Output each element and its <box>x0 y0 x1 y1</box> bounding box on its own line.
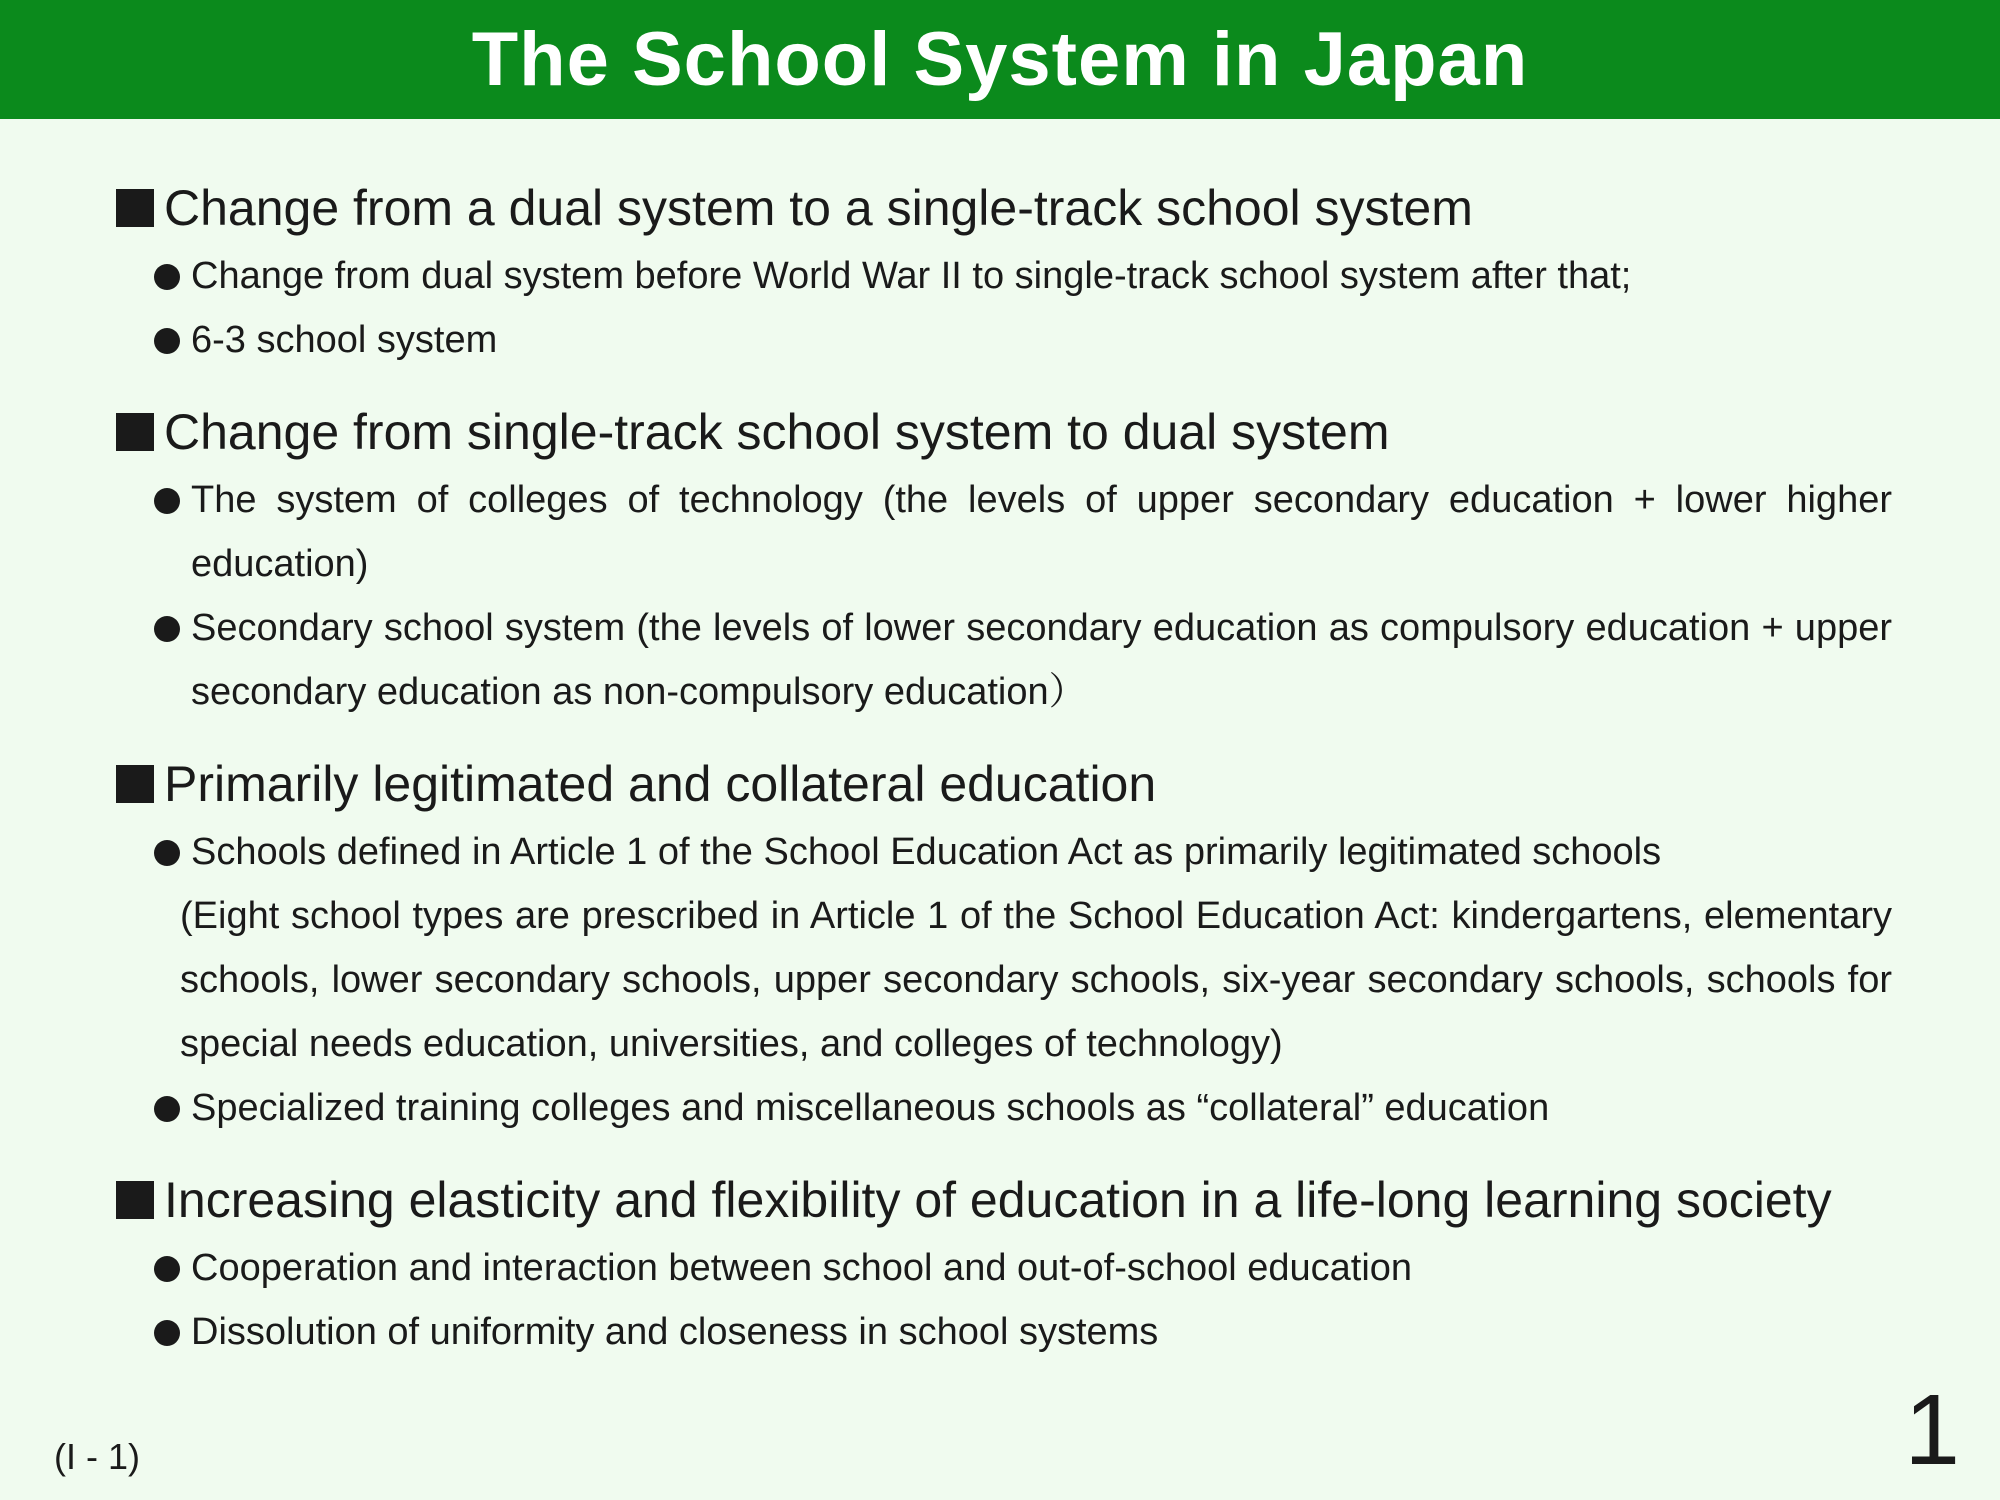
circle-bullet-icon <box>154 840 180 866</box>
list-item-text: Specialized training colleges and miscellaneous schools as “collateral” education <box>191 1087 1550 1129</box>
square-bullet-icon <box>116 765 154 803</box>
section-single-to-dual <box>116 400 1892 724</box>
section-dual-to-single <box>116 176 1892 372</box>
list-item-text: Secondary school system (the levels of lower secondary education as compulsory education + upper secondary education as non-compulsory education） <box>191 607 1892 713</box>
square-bullet-icon <box>116 1181 154 1219</box>
circle-bullet-icon <box>154 1256 180 1282</box>
section-heading <box>116 752 1892 816</box>
circle-bullet-icon <box>154 1320 180 1346</box>
list-item-text: Change from dual system before World War II to single-track school system after that; <box>191 255 1632 297</box>
list-item <box>116 468 1892 596</box>
slide-code: (I - 1) <box>54 1436 140 1477</box>
list-item <box>116 596 1892 724</box>
slide-title: The School System in Japan <box>471 17 1529 102</box>
section-legitimated-collateral <box>116 752 1892 1140</box>
list-item <box>116 1300 1892 1364</box>
circle-bullet-icon <box>154 264 180 290</box>
section-heading-text: Change from a dual system to a single-track school system <box>164 180 1473 236</box>
section-heading <box>116 400 1892 464</box>
list-item-text: The system of colleges of technology (the levels of upper secondary education + lower higher education) <box>191 479 1892 585</box>
slide-content <box>116 176 1892 1364</box>
section-lifelong-learning <box>116 1168 1892 1364</box>
square-bullet-icon <box>116 189 154 227</box>
list-item <box>116 820 1892 884</box>
list-item-text: 6-3 school system <box>191 319 498 361</box>
circle-bullet-icon <box>154 616 180 642</box>
section-heading <box>116 176 1892 240</box>
list-item-text: Schools defined in Article 1 of the School Education Act as primarily legitimated schools <box>191 831 1662 873</box>
list-item <box>116 1076 1892 1140</box>
list-item <box>116 1236 1892 1300</box>
section-heading-text: Change from single-track school system to dual system <box>164 404 1390 460</box>
section-heading-text: Primarily legitimated and collateral education <box>164 756 1157 812</box>
section-heading <box>116 1168 1892 1232</box>
circle-bullet-icon <box>154 328 180 354</box>
page-number: 1 <box>1904 1374 1960 1486</box>
list-item-note <box>116 884 1892 1076</box>
list-item-text: Cooperation and interaction between school and out-of-school education <box>191 1247 1413 1289</box>
list-item <box>116 244 1892 308</box>
circle-bullet-icon <box>154 488 180 514</box>
square-bullet-icon <box>116 413 154 451</box>
list-item-text: Dissolution of uniformity and closeness in school systems <box>191 1311 1159 1353</box>
slide-header <box>0 0 2000 119</box>
section-heading-text: Increasing elasticity and flexibility of education in a life-long learning society <box>164 1172 1832 1228</box>
list-item <box>116 308 1892 372</box>
note-text: (Eight school types are prescribed in Article 1 of the School Education Act: kindergartens, elementary schools, lower secondary schools, upper secondary schools, six-year secondary schools, schools for special needs education, universities, and colleges of technology) <box>180 895 1892 1065</box>
circle-bullet-icon <box>154 1096 180 1122</box>
